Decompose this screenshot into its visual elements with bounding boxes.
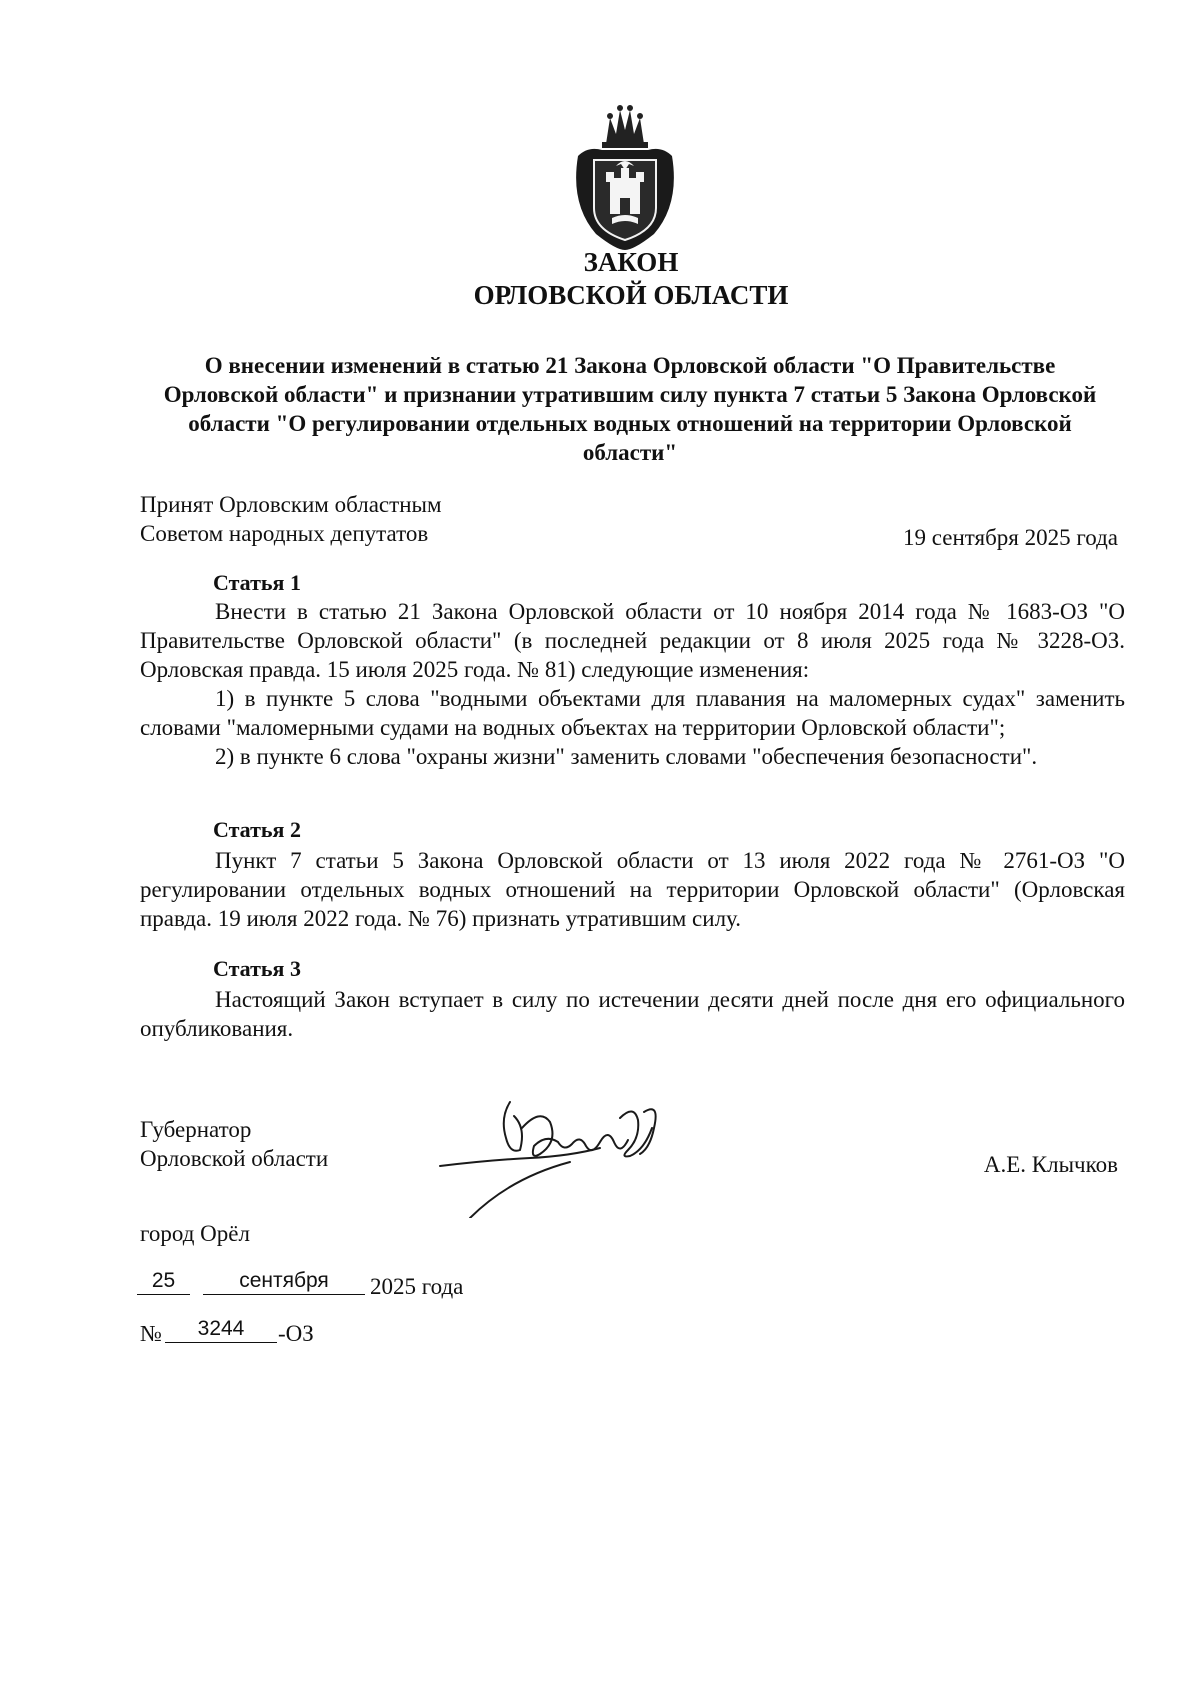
signatory-position-line2: Орловской области — [140, 1146, 329, 1171]
article-1-title: Статья 1 — [213, 570, 301, 595]
article-1-paragraph: 1) в пункте 5 слова "водными объектами для плавания на маломерных судах" заменить словами "маломерными судами на водных объектах на территории Орловской области"; — [140, 686, 1125, 740]
signing-day: 25 — [137, 1268, 190, 1295]
adopted-by-line2: Советом народных депутатов — [140, 521, 429, 546]
adopted-by-line1: Принят Орловским областным — [140, 492, 442, 517]
article-2-paragraph: Пункт 7 статьи 5 Закона Орловской области от 13 июля 2022 года № 2761-ОЗ "О регулировании отдельных водных отношений на территории Орловской области" (Орловская правда. 19 июля 2022 года. № 76) признать утратившим силу. — [140, 848, 1125, 931]
adoption-date: 19 сентября 2025 года — [903, 525, 1118, 550]
region-title: ОРЛОВСКОЙ ОБЛАСТИ — [473, 280, 789, 310]
article-1-body — [140, 597, 1125, 771]
law-title: ЗАКОН — [583, 247, 679, 277]
law-subtitle: О внесении изменений в статью 21 Закона Орловской области "О Правительстве Орловской области" и признании утратившим силу пункта 7 статьи 5 Закона Орловской области "О регулировании отдельных водных отношений на территории Орловской области" — [163, 353, 1097, 465]
law-number: 3244 — [165, 1316, 277, 1343]
city: город Орёл — [140, 1221, 250, 1246]
coat-of-arms-icon — [566, 104, 684, 250]
law-number-prefix: № — [140, 1321, 162, 1346]
signing-month: сентября — [203, 1268, 365, 1295]
signing-year: 2025 года — [370, 1274, 464, 1299]
article-2-body — [140, 846, 1125, 933]
signatory-position-line1: Губернатор — [140, 1117, 252, 1142]
article-1-paragraph: 2) в пункте 6 слова "охраны жизни" заменить словами "обеспечения безопасности". — [215, 744, 1038, 769]
handwritten-signature-icon — [430, 1098, 680, 1218]
article-3-title: Статья 3 — [213, 956, 301, 981]
law-number-suffix: -ОЗ — [278, 1321, 314, 1346]
article-3-body — [140, 985, 1125, 1043]
signatory-name: А.Е. Клычков — [983, 1152, 1118, 1177]
article-1-paragraph: Внести в статью 21 Закона Орловской области от 10 ноября 2014 года № 1683-ОЗ "О Правительстве Орловской области" (в последней редакции от 8 июля 2025 года № 3228-ОЗ. Орловская правда. 15 июля 2025 года. № 81) следующие изменения: — [140, 599, 1125, 682]
article-3-paragraph: Настоящий Закон вступает в силу по истечении десяти дней после дня его официального опубликования. — [140, 987, 1125, 1041]
article-2-title: Статья 2 — [213, 817, 301, 842]
